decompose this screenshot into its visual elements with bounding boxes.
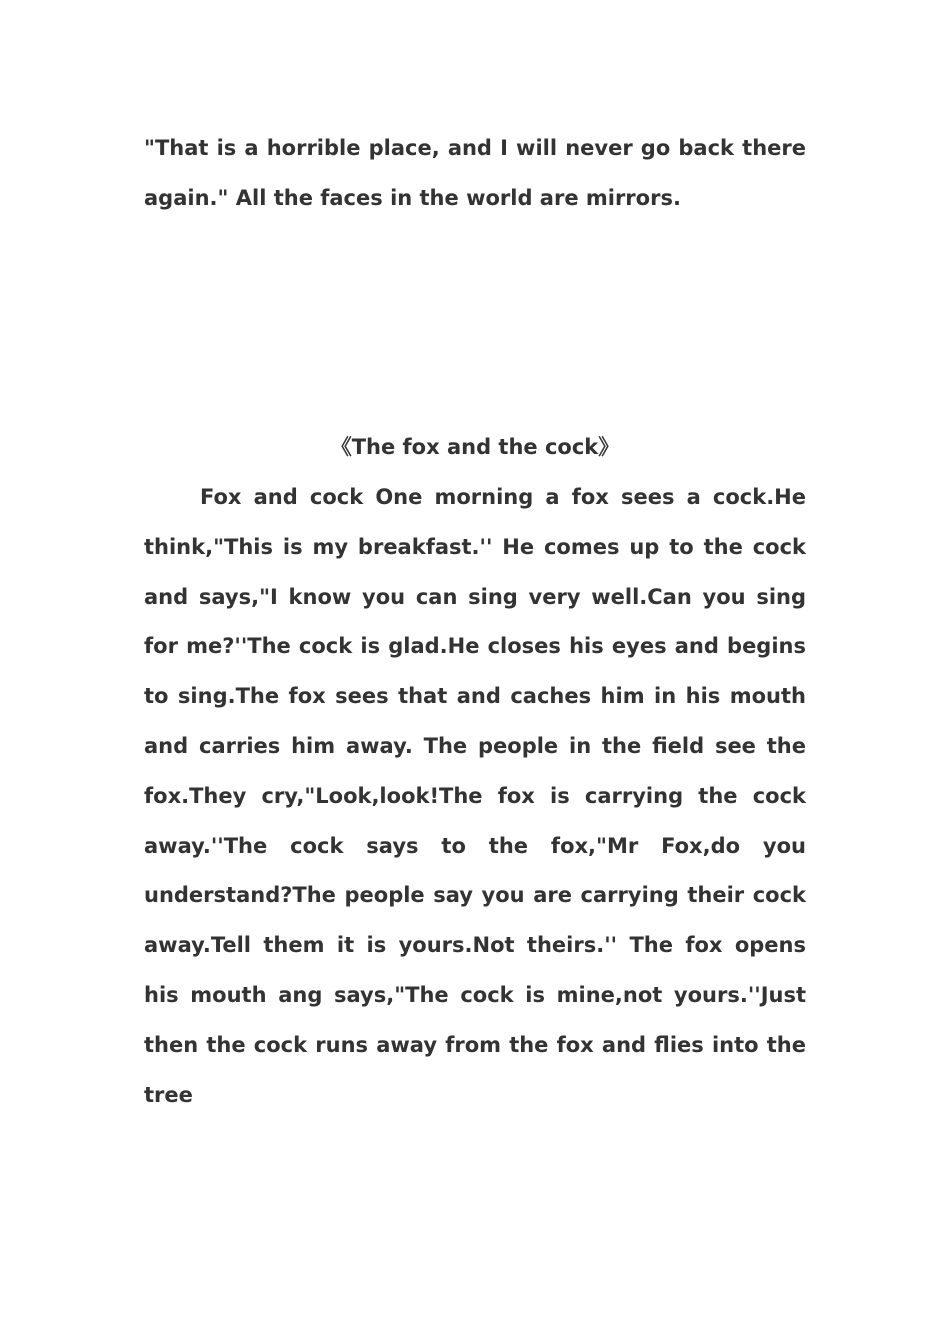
story-title: 《The fox and the cock》	[330, 435, 620, 459]
paragraph-mirrors: "That is a horrible place, and I will never go back there again." All the faces in the world are mirrors.	[144, 136, 806, 210]
paragraph-fox-and-cock: Fox and cock One morning a fox sees a cock.He think,"This is my breakfast.'' He comes up to the cock and says,"I know you can sing very well.Can you sing for me?''The cock is glad.He closes his eyes and begins to sing.The fox sees that and caches him in his mouth and carries him away. The people in the field see the fox.They cry,"Look,look!The fox is carrying the cock away.''The cock says to the fox,"Mr Fox,do you understand?The people say you are carrying their cock away.Tell them it is yours.Not theirs.'' The fox opens his mouth ang says,"The cock is mine,not yours.''Just then the cock runs away from the fox and flies into the tree	[144, 485, 806, 1107]
